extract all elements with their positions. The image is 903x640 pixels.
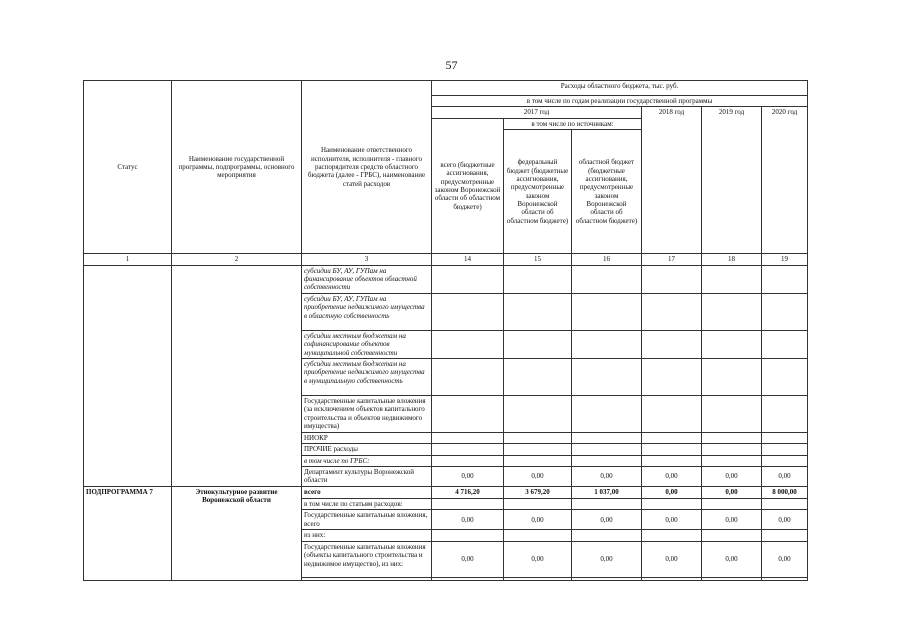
row-label: Государственные капитальные вложения (за исключением объектов капитального строительства и объектов недвижимого имущества): [302, 395, 432, 432]
header-status: Статус: [84, 81, 172, 254]
value-cell: 0,00: [572, 541, 642, 577]
col-number: 1: [84, 254, 172, 265]
table-row: [84, 487, 808, 499]
value-cell: 0,00: [504, 510, 572, 530]
col-number: 14: [432, 254, 504, 265]
col-number: 2: [172, 254, 302, 265]
value-cell: 0,00: [702, 510, 762, 530]
value-cell: 0,00: [702, 487, 762, 499]
row-label: НИОКР: [302, 432, 432, 443]
value-cell: 0,00: [642, 541, 702, 577]
header-program-name: Наименование государственной программы, подпрограммы, основного мероприятия: [172, 81, 302, 254]
col-number: 18: [702, 254, 762, 265]
col-number: 16: [572, 254, 642, 265]
value-cell: 0,00: [504, 541, 572, 577]
header-row-1: [84, 81, 808, 96]
row-label: субсидии местным бюджетам на софинансирование объектов муниципальной собственности: [302, 330, 432, 358]
status-cell-empty: [84, 265, 172, 487]
row-label: в том числе по ГРБС:: [302, 455, 432, 466]
value-cell: 4 716,20: [432, 487, 504, 499]
col-number: 3: [302, 254, 432, 265]
row-label: субсидии БУ, АУ, ГУПам на финансирование объектов областной собственности: [302, 265, 432, 293]
value-cell: 0,00: [504, 467, 572, 487]
value-cell: 0,00: [702, 467, 762, 487]
page-number: 57: [445, 58, 458, 72]
col-number: 15: [504, 254, 572, 265]
header-expenses-title: Расходы областного бюджета, тыс. руб.: [432, 81, 808, 96]
header-year-2018: 2018 год: [642, 107, 702, 254]
row-label: из них:: [302, 530, 432, 541]
header-year-2017: 2017 год: [432, 107, 642, 118]
value-cell: 0,00: [432, 467, 504, 487]
value-cell: 0,00: [432, 510, 504, 530]
row-label: ПРОЧИЕ расходы: [302, 444, 432, 455]
header-by-years: в том числе по годам реализации государственной программы: [432, 96, 808, 107]
row-label: субсидии местным бюджетам на приобретение недвижимого имущества в муниципальную собственность: [302, 358, 432, 395]
header-year-2020: 2020 год: [762, 107, 808, 254]
value-cell: 0,00: [642, 487, 702, 499]
name-cell-empty: [172, 265, 302, 487]
column-numbers-row: [84, 254, 808, 265]
header-responsible: Наименование ответственного исполнителя, исполнителя - главного распорядителя средств областного бюджета (далее - ГРБС), наименование статей расходов: [302, 81, 432, 254]
value-cell: 3 679,20: [504, 487, 572, 499]
value-cell: 0,00: [572, 467, 642, 487]
row-label: Государственные капитальные вложения, всего: [302, 510, 432, 530]
value-cell: 1 037,00: [572, 487, 642, 499]
header-total-col: всего (бюджетные ассигнования, предусмотренные законом Воронежской области об областном бюджете): [432, 118, 504, 253]
header-by-sources: в том числе по источникам:: [504, 118, 642, 129]
value-cell: 8 000,00: [762, 487, 808, 499]
header-regional-col: областной бюджет (бюджетные ассигнования, предусмотренные законом Воронежской области об областном бюджете): [572, 130, 642, 254]
value-cell: 0,00: [702, 541, 762, 577]
value-cell: 0,00: [762, 510, 808, 530]
value-cell: 0,00: [762, 467, 808, 487]
row-label: в том числе по статьям расходов:: [302, 499, 432, 510]
col-number: 19: [762, 254, 808, 265]
value-cell: 0,00: [572, 510, 642, 530]
value-cell: 0,00: [762, 541, 808, 577]
value-cell: 0,00: [642, 510, 702, 530]
value-cell: 0,00: [642, 467, 702, 487]
col-number: 17: [642, 254, 702, 265]
row-label: Государственные капитальные вложения (объекты капитального строительства и недвижимое имущество), из них:: [302, 541, 432, 577]
row-label: Департамент культуры Воронежской области: [302, 467, 432, 487]
row-label: всего: [302, 487, 432, 499]
header-federal-col: федеральный бюджет (бюджетные ассигнования, предусмотренные законом Воронежской области об областном бюджете): [504, 130, 572, 254]
subprogram-status: ПОДПРОГРАММА 7: [84, 487, 172, 581]
header-year-2019: 2019 год: [702, 107, 762, 254]
budget-table: [83, 80, 808, 581]
row-label: субсидии БУ, АУ, ГУПам на приобретение недвижимого имущества в областную собственность: [302, 293, 432, 330]
value-cell: 0,00: [432, 541, 504, 577]
subprogram-name: Этнокультурное развитие Воронежской области: [172, 487, 302, 581]
table-row: [84, 265, 808, 293]
